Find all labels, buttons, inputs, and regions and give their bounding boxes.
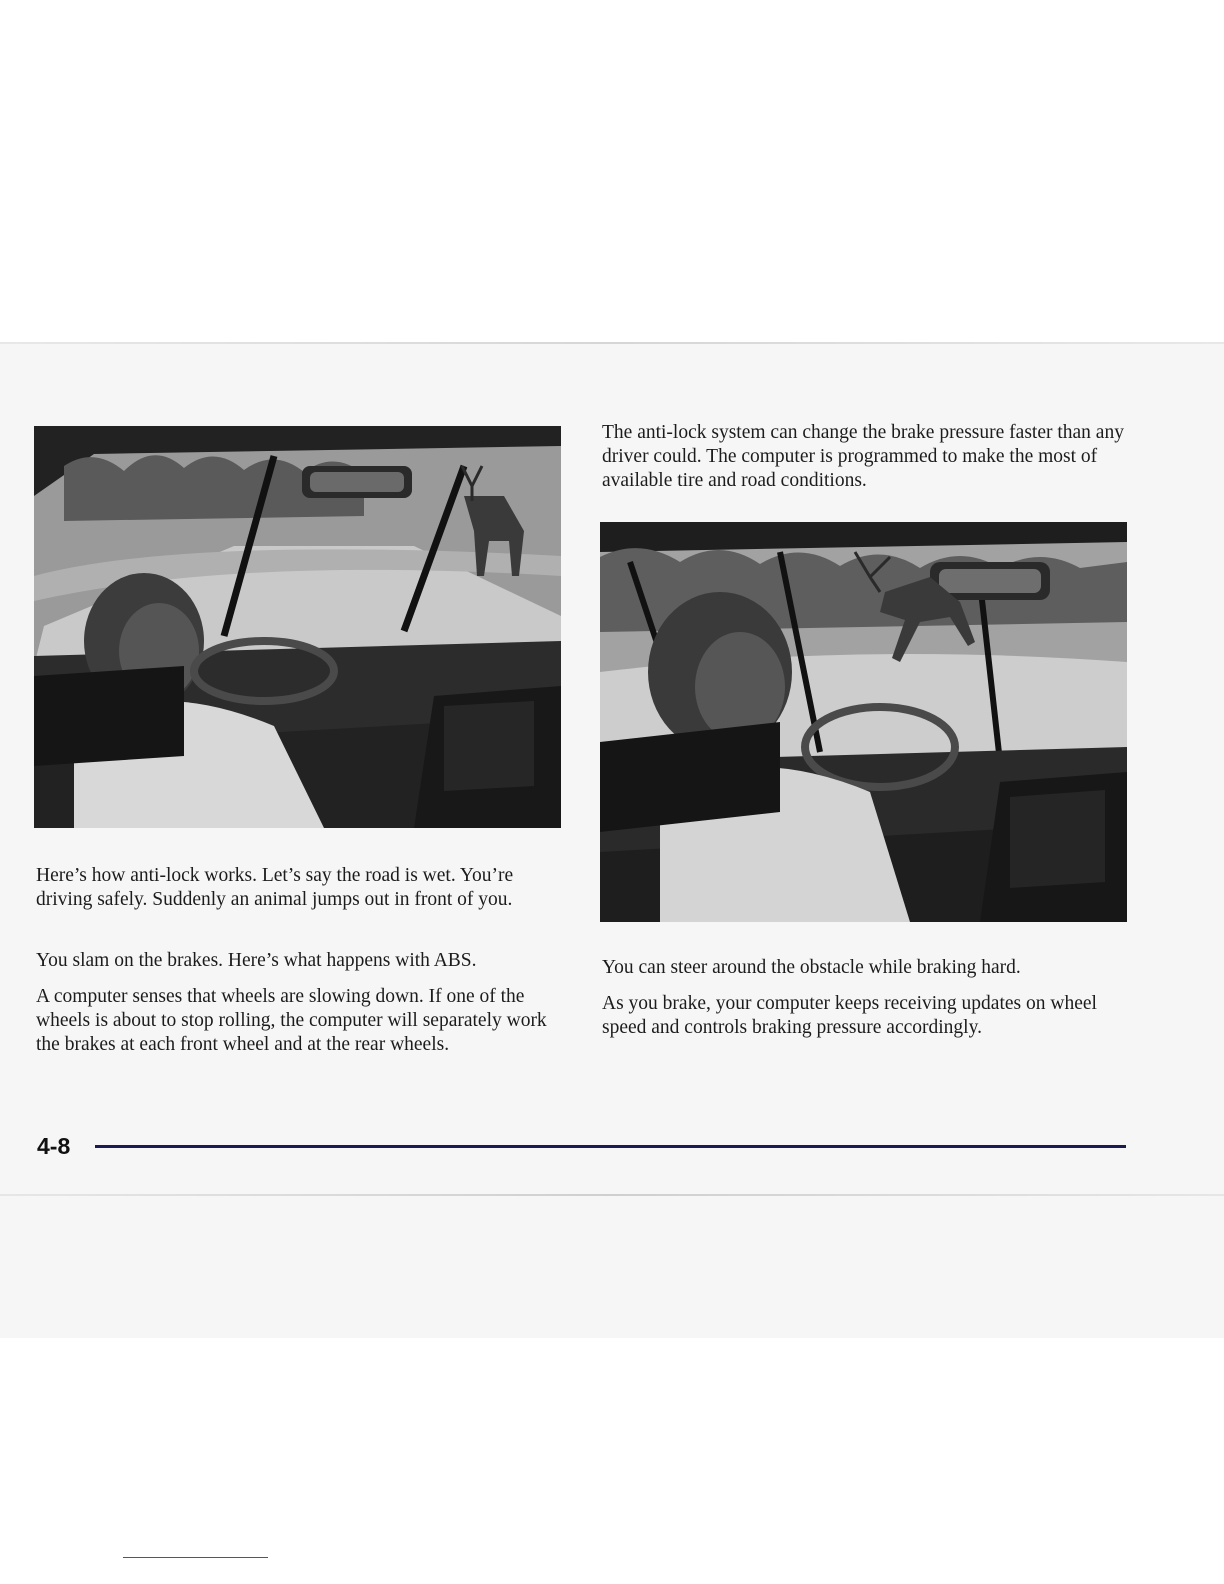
driver-deer-leaping-image xyxy=(600,522,1127,922)
driver-deer-roadside-illustration xyxy=(34,426,561,828)
band-edge-top xyxy=(0,342,1224,344)
paragraph-slam-brakes: You slam on the brakes. Here’s what happens with ABS. xyxy=(36,950,477,971)
footer-rule xyxy=(95,1145,1126,1148)
driver-deer-roadside-image xyxy=(34,426,561,828)
band-edge-bottom xyxy=(0,1194,1224,1196)
driver-deer-leaping-illustration xyxy=(600,522,1127,922)
page-number: 4-8 xyxy=(37,1133,71,1159)
paragraph-computer-senses: A computer senses that wheels are slowing down. If one of the wheels is about to stop rolling, the computer will separately work the brakes at each front wheel and at the rear wheels. xyxy=(36,986,547,1055)
paragraph-wheel-speed-updates: As you brake, your computer keeps receiving updates on wheel speed and controls braking pressure accordingly. xyxy=(602,993,1097,1038)
stray-rule xyxy=(123,1557,268,1558)
paragraph-steer-around: You can steer around the obstacle while braking hard. xyxy=(602,957,1021,978)
paragraph-antilock-intro: Here’s how anti-lock works. Let’s say the road is wet. You’re driving safely. Suddenly an animal jumps out in front of you. xyxy=(36,865,514,910)
paragraph-antilock-pressure: The anti-lock system can change the brake pressure faster than any driver could. The computer is programmed to make the most of available tire and road conditions. xyxy=(602,422,1124,491)
